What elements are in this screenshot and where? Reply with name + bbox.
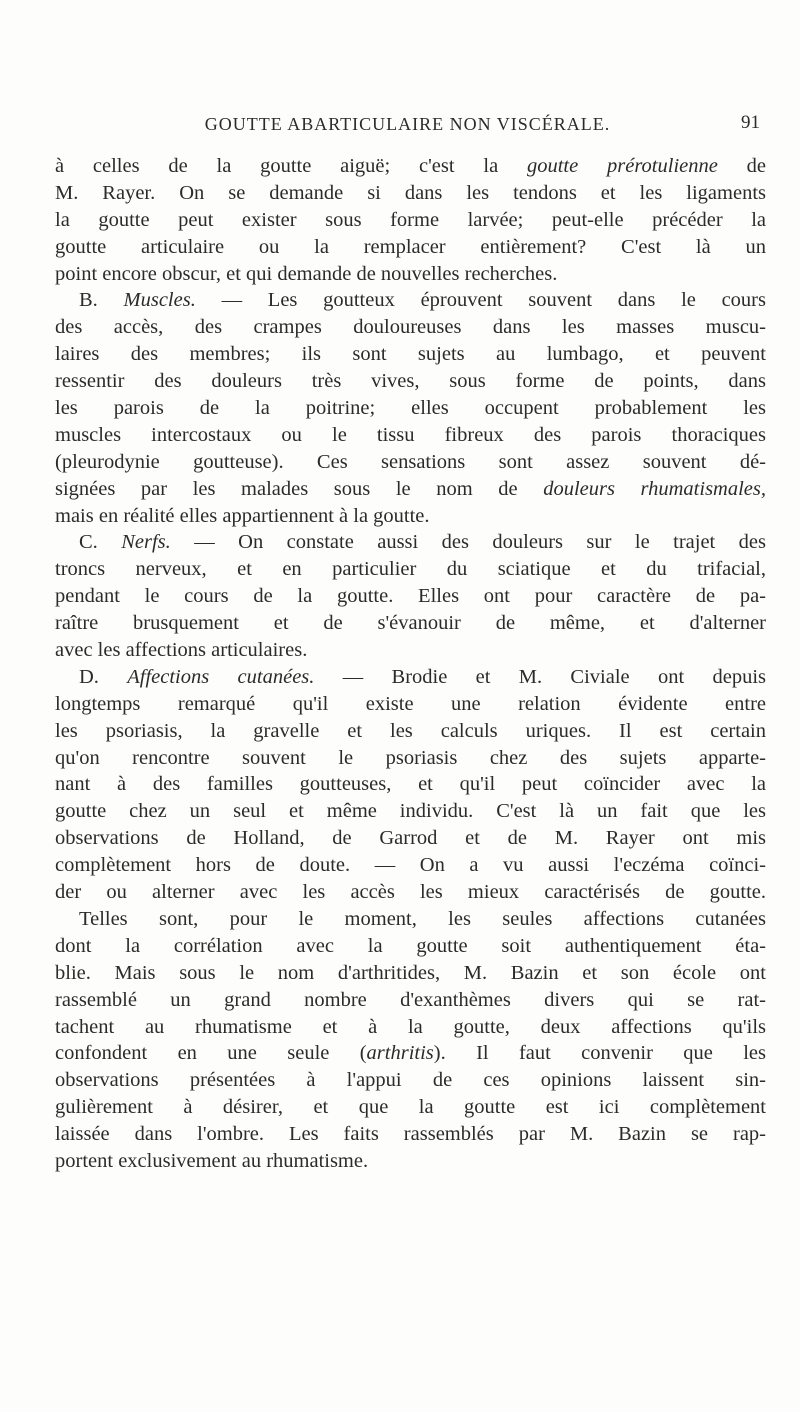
text-line [55,798,766,825]
text-line [55,1067,766,1094]
text-segment: gulièrement à désirer, et que la goutte est ici complètement [55,1096,766,1119]
text-line [55,287,766,314]
text-segment: les parois de la poitrine; elles occupent probablement les [55,397,766,420]
text-segment: dont la corrélation avec la goutte soit authentiquement éta- [55,934,766,957]
text-segment: des accès, des crampes douloureuses dans les masses muscu- [55,316,766,339]
running-title: GOUTTE ABARTICULAIRE NON VISCÉRALE. [204,114,611,134]
text-line [55,503,766,530]
text-segment: D. [79,665,128,688]
text-segment: point encore obscur, et qui demande de nouvelles recherches. [55,262,558,285]
text-line [55,261,766,288]
text-segment: — On constate aussi des douleurs sur le trajet des [170,531,766,554]
italic-text: Affections cutanées. [127,665,315,688]
italic-text: arthritis [366,1042,434,1065]
italic-text: douleurs rhumatismales, [543,477,767,500]
text-segment: troncs nerveux, et en particulier du sciatique et du trifacial, [55,558,766,581]
body-text [55,153,766,1175]
text-segment: longtemps remarqué qu'il existe une relation évidente entre [55,692,766,715]
italic-text: Nerfs. [121,531,171,554]
text-line [55,664,766,691]
text-line [55,207,766,234]
text-line [55,718,766,745]
text-segment: pendant le cours de la goutte. Elles ont pour caractère de pa- [55,585,766,608]
text-line [55,610,766,637]
text-line [55,422,766,449]
text-segment: goutte articulaire ou la remplacer entièrement? C'est là un [55,235,766,258]
text-line [55,1040,766,1067]
text-segment: goutte chez un seul et même individu. C'est là un fait que les [55,800,766,823]
text-line [55,341,766,368]
text-segment: der ou alterner avec les accès les mieux caractérisés de goutte. [55,881,766,904]
text-line [55,691,766,718]
text-segment: les psoriasis, la gravelle et les calculs uriques. Il est certain [55,719,766,742]
text-segment: raître brusquement et de s'évanouir de même, et d'alterner [55,612,766,635]
text-segment: (pleurodynie goutteuse). Ces sensations sont assez souvent dé- [55,450,766,473]
text-segment: de [717,155,766,177]
text-line [55,987,766,1014]
text-line [55,879,766,906]
text-segment: confondent en une seule ( [55,1042,367,1065]
text-segment: blie. Mais sous le nom d'arthritides, M. Bazin et son école ont [55,961,766,984]
text-segment: — Les goutteux éprouvent souvent dans le cours [195,289,766,312]
text-segment: mais en réalité elles appartiennent à la goutte. [55,504,430,527]
text-segment: ). Il faut convenir que les [433,1042,766,1065]
text-line [55,234,766,261]
text-segment: M. Rayer. On se demande si dans les tendons et les ligaments [55,181,766,204]
text-segment: qu'on rencontre souvent le psoriasis chez des sujets apparte- [55,746,766,769]
text-line [55,825,766,852]
text-segment: Telles sont, pour le moment, les seules affections cutanées [79,907,766,930]
text-line [55,1148,766,1175]
text-line [55,852,766,879]
text-segment: complètement hors de doute. — On a vu aussi l'eczéma coïnci- [55,854,766,877]
italic-text: Muscles. [123,289,196,312]
text-segment: — Brodie et M. Civiale ont depuis [314,665,766,688]
text-line [55,395,766,422]
text-line [55,449,766,476]
text-line [55,1014,766,1041]
text-segment: laissée dans l'ombre. Les faits rassemblés par M. Bazin se rap- [55,1123,766,1146]
text-segment: observations de Holland, de Garrod et de M. Rayer ont mis [55,827,766,850]
text-line [55,180,766,207]
text-line [55,933,766,960]
text-line [55,906,766,933]
text-line [55,556,766,583]
running-head [55,110,760,140]
text-line [55,960,766,987]
text-segment: portent exclusivement au rhumatisme. [55,1149,369,1172]
text-line [55,153,766,180]
text-line [55,1094,766,1121]
text-segment: B. [79,289,124,312]
text-segment: tachent au rhumatisme et à la goutte, deux affections qu'ils [55,1015,766,1038]
text-line [55,1121,766,1148]
text-segment: signées par les malades sous le nom de [55,477,544,500]
text-line [55,368,766,395]
text-segment: avec les affections articulaires. [55,639,308,662]
text-segment: nant à des familles goutteuses, et qu'il peut coïncider avec la [55,773,766,796]
page-number: 91 [741,112,760,133]
text-segment: observations présentées à l'appui de ces opinions laissent sin- [55,1069,766,1092]
text-segment: rassemblé un grand nombre d'exanthèmes divers qui se rat- [55,988,766,1011]
text-segment: C. [79,531,122,554]
text-segment: laires des membres; ils sont sujets au lumbago, et peuvent [55,343,766,366]
text-line [55,583,766,610]
italic-text: goutte prérotulienne [526,155,718,177]
text-segment: à celles de la goutte aiguë; c'est la [55,155,527,177]
text-segment: ressentir des douleurs très vives, sous forme de points, dans [55,370,766,393]
text-line [55,476,766,503]
text-segment: la goutte peut exister sous forme larvée; peut-elle précéder la [55,208,766,231]
text-line [55,637,766,664]
text-line [55,771,766,798]
text-line [55,745,766,772]
text-line [55,529,766,556]
text-segment: muscles intercostaux ou le tissu fibreux des parois thoraciques [55,423,766,446]
text-line [55,314,766,341]
